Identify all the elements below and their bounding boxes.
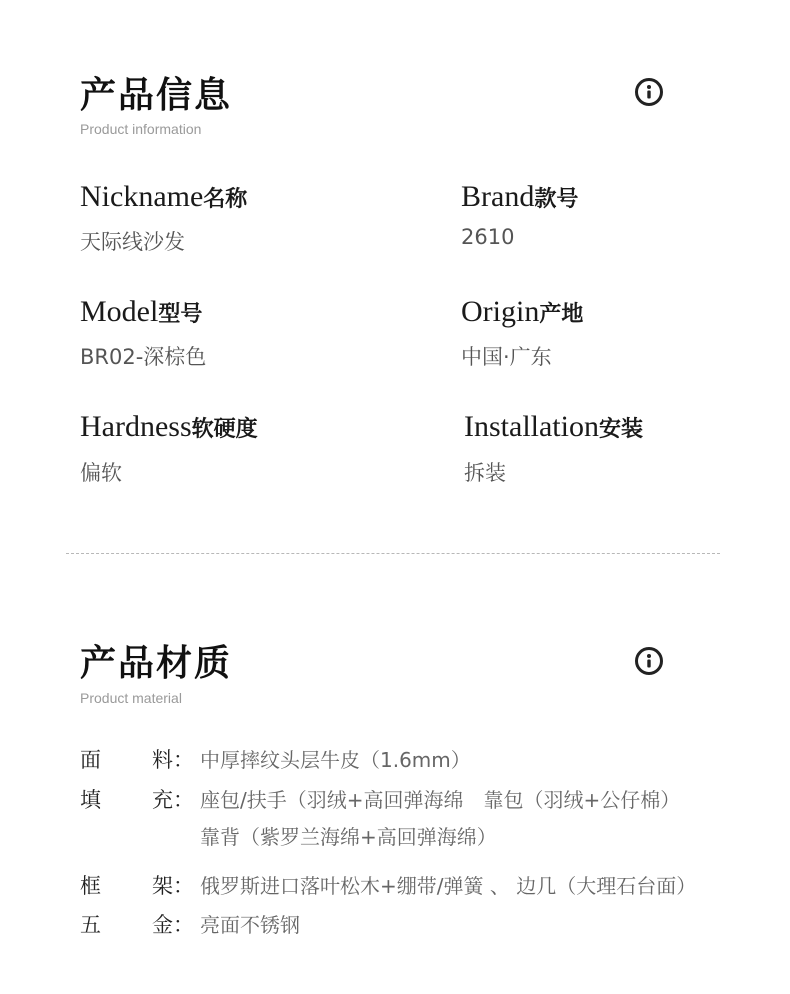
field-brand-en: Brand bbox=[461, 180, 535, 213]
dashed-divider bbox=[66, 553, 720, 554]
material-section-title: 产品材质 bbox=[80, 643, 233, 684]
field-installation-value: 拆装 bbox=[464, 461, 506, 485]
material-value-line: 中厚摔纹头层牛皮（1.6mm） bbox=[200, 748, 471, 772]
material-key-char2: 金： bbox=[152, 913, 194, 937]
material-section-subtitle: Product material bbox=[80, 690, 182, 706]
material-value-line: 座包/扶手（羽绒+高回弹海绵 靠包（羽绒+公仔棉） bbox=[200, 788, 681, 812]
field-origin-zh: 产地 bbox=[539, 302, 584, 327]
material-key-char1: 面 bbox=[80, 748, 101, 772]
field-nickname-zh: 名称 bbox=[203, 187, 248, 212]
material-value-line: 俄罗斯进口落叶松木+绷带/弹簧 、 边几（大理石台面） bbox=[200, 874, 697, 898]
info-section-subtitle: Product information bbox=[80, 121, 202, 137]
material-key-char1: 五 bbox=[80, 913, 101, 937]
field-hardness-en: Hardness bbox=[80, 410, 192, 443]
material-key-char1: 填 bbox=[80, 788, 101, 812]
material-value-line: 亮面不锈钢 bbox=[200, 913, 300, 937]
field-model-value: BR02-深棕色 bbox=[80, 345, 207, 369]
material-key-char2: 充： bbox=[152, 788, 194, 812]
field-model-en: Model bbox=[80, 295, 159, 328]
field-brand-value: 2610 bbox=[461, 225, 515, 249]
info-circle-icon bbox=[635, 647, 663, 675]
field-installation-zh: 安装 bbox=[598, 417, 643, 442]
material-key-char2: 架： bbox=[152, 874, 194, 898]
material-key-char2: 料： bbox=[152, 748, 194, 772]
material-value-line: 靠背（紫罗兰海绵+高回弹海绵） bbox=[200, 825, 497, 849]
field-nickname-value: 天际线沙发 bbox=[80, 230, 185, 254]
field-hardness-zh: 软硬度 bbox=[191, 417, 258, 442]
info-circle-icon bbox=[635, 78, 663, 106]
field-installation-en: Installation bbox=[464, 410, 599, 443]
field-origin-value: 中国·广东 bbox=[461, 345, 552, 369]
material-key-char1: 框 bbox=[80, 874, 101, 898]
field-nickname-en: Nickname bbox=[80, 180, 204, 213]
field-origin-en: Origin bbox=[461, 295, 540, 328]
field-brand-zh: 款号 bbox=[534, 187, 579, 212]
info-section-title: 产品信息 bbox=[80, 75, 233, 116]
field-model-zh: 型号 bbox=[158, 302, 203, 327]
field-hardness-value: 偏软 bbox=[80, 461, 122, 485]
